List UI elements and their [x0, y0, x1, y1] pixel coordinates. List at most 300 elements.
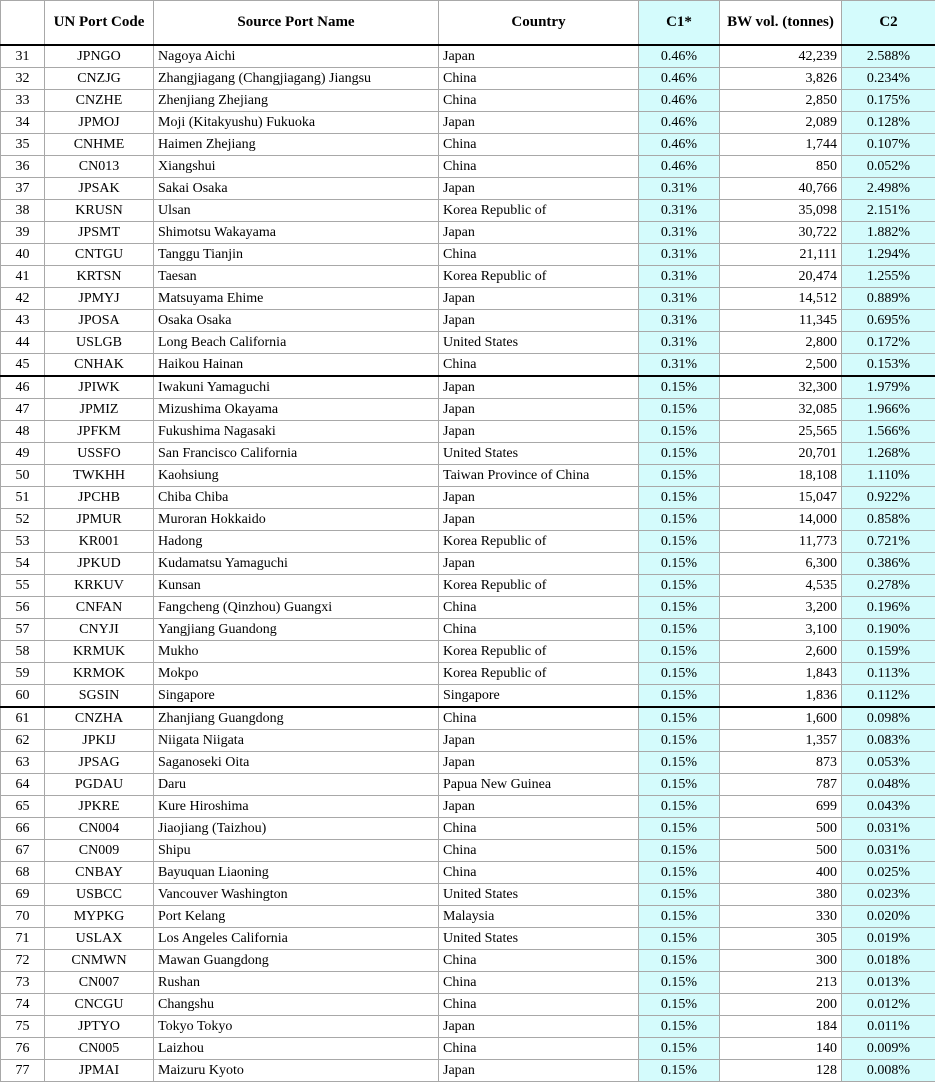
c1-cell: 0.46%: [639, 134, 720, 156]
c1-cell: 0.46%: [639, 45, 720, 68]
c1-cell: 0.15%: [639, 950, 720, 972]
country-cell: China: [439, 619, 639, 641]
un-port-code-cell: JPNGO: [45, 45, 154, 68]
table-body: [1, 45, 935, 1082]
row-number: 63: [1, 752, 45, 774]
un-port-code-cell: JPKIJ: [45, 730, 154, 752]
source-port-name-cell: Mukho: [154, 641, 439, 663]
row-number: 64: [1, 774, 45, 796]
header-row: [1, 1, 935, 46]
bw-volume-cell: 3,100: [720, 619, 842, 641]
source-port-name-cell: Mizushima Okayama: [154, 399, 439, 421]
c2-cell: 0.153%: [842, 354, 935, 377]
row-number: 59: [1, 663, 45, 685]
c1-cell: 0.31%: [639, 288, 720, 310]
c2-cell: 0.190%: [842, 619, 935, 641]
un-port-code-cell: JPMUR: [45, 509, 154, 531]
bw-volume-cell: 11,345: [720, 310, 842, 332]
c1-cell: 0.15%: [639, 1060, 720, 1082]
row-number: 48: [1, 421, 45, 443]
source-port-name-cell: Shimotsu Wakayama: [154, 222, 439, 244]
un-port-code-cell: SGSIN: [45, 685, 154, 708]
c2-cell: 0.922%: [842, 487, 935, 509]
table-row: [1, 840, 935, 862]
row-number: 32: [1, 68, 45, 90]
c1-cell: 0.15%: [639, 509, 720, 531]
row-number: 70: [1, 906, 45, 928]
row-number: 45: [1, 354, 45, 377]
row-number: 56: [1, 597, 45, 619]
bw-volume-cell: 15,047: [720, 487, 842, 509]
country-cell: Singapore: [439, 685, 639, 708]
country-cell: Japan: [439, 1060, 639, 1082]
bw-volume-cell: 140: [720, 1038, 842, 1060]
c1-cell: 0.15%: [639, 928, 720, 950]
row-number: 61: [1, 707, 45, 730]
bw-volume-cell: 40,766: [720, 178, 842, 200]
un-port-code-cell: JPSAG: [45, 752, 154, 774]
un-port-code-cell: JPKUD: [45, 553, 154, 575]
c2-cell: 0.009%: [842, 1038, 935, 1060]
row-number: 47: [1, 399, 45, 421]
header-index: [1, 1, 45, 46]
table-row: [1, 972, 935, 994]
country-cell: Japan: [439, 399, 639, 421]
row-number: 71: [1, 928, 45, 950]
bw-volume-cell: 1,843: [720, 663, 842, 685]
un-port-code-cell: CNMWN: [45, 950, 154, 972]
country-cell: Taiwan Province of China: [439, 465, 639, 487]
table-row: [1, 575, 935, 597]
bw-volume-cell: 2,800: [720, 332, 842, 354]
c1-cell: 0.15%: [639, 796, 720, 818]
c1-cell: 0.15%: [639, 862, 720, 884]
source-port-name-cell: Singapore: [154, 685, 439, 708]
source-port-name-cell: Rushan: [154, 972, 439, 994]
country-cell: China: [439, 994, 639, 1016]
un-port-code-cell: KR001: [45, 531, 154, 553]
c1-cell: 0.31%: [639, 332, 720, 354]
source-port-name-cell: Kunsan: [154, 575, 439, 597]
c1-cell: 0.15%: [639, 641, 720, 663]
row-number: 66: [1, 818, 45, 840]
row-number: 49: [1, 443, 45, 465]
bw-volume-cell: 300: [720, 950, 842, 972]
country-cell: Japan: [439, 487, 639, 509]
bw-volume-cell: 32,300: [720, 376, 842, 399]
table-row: [1, 266, 935, 288]
un-port-code-cell: CNZHE: [45, 90, 154, 112]
c1-cell: 0.15%: [639, 818, 720, 840]
bw-volume-cell: 400: [720, 862, 842, 884]
row-number: 57: [1, 619, 45, 641]
country-cell: Korea Republic of: [439, 575, 639, 597]
un-port-code-cell: CN009: [45, 840, 154, 862]
c1-cell: 0.15%: [639, 575, 720, 597]
c2-cell: 1.268%: [842, 443, 935, 465]
c1-cell: 0.15%: [639, 884, 720, 906]
country-cell: Japan: [439, 730, 639, 752]
un-port-code-cell: CNHME: [45, 134, 154, 156]
c1-cell: 0.15%: [639, 685, 720, 708]
c2-cell: 0.172%: [842, 332, 935, 354]
country-cell: Japan: [439, 752, 639, 774]
c2-cell: 0.023%: [842, 884, 935, 906]
source-port-name-cell: Mawan Guangdong: [154, 950, 439, 972]
bw-volume-cell: 14,512: [720, 288, 842, 310]
c1-cell: 0.15%: [639, 774, 720, 796]
un-port-code-cell: PGDAU: [45, 774, 154, 796]
c2-cell: 1.294%: [842, 244, 935, 266]
source-port-name-cell: Tokyo Tokyo: [154, 1016, 439, 1038]
row-number: 34: [1, 112, 45, 134]
bw-volume-cell: 21,111: [720, 244, 842, 266]
bw-volume-cell: 11,773: [720, 531, 842, 553]
country-cell: China: [439, 156, 639, 178]
row-number: 54: [1, 553, 45, 575]
country-cell: China: [439, 840, 639, 862]
c1-cell: 0.31%: [639, 354, 720, 377]
bw-volume-cell: 380: [720, 884, 842, 906]
source-port-name-cell: Los Angeles California: [154, 928, 439, 950]
un-port-code-cell: JPMAI: [45, 1060, 154, 1082]
table-row: [1, 730, 935, 752]
source-port-name-cell: Matsuyama Ehime: [154, 288, 439, 310]
source-port-name-cell: Iwakuni Yamaguchi: [154, 376, 439, 399]
country-cell: China: [439, 68, 639, 90]
row-number: 35: [1, 134, 45, 156]
source-port-name-cell: Nagoya Aichi: [154, 45, 439, 68]
source-port-name-cell: Sakai Osaka: [154, 178, 439, 200]
source-port-name-cell: Zhenjiang Zhejiang: [154, 90, 439, 112]
source-port-name-cell: Port Kelang: [154, 906, 439, 928]
row-number: 52: [1, 509, 45, 531]
un-port-code-cell: CNBAY: [45, 862, 154, 884]
header-c2: C2: [842, 1, 935, 46]
row-number: 69: [1, 884, 45, 906]
bw-volume-cell: 500: [720, 818, 842, 840]
country-cell: China: [439, 818, 639, 840]
row-number: 50: [1, 465, 45, 487]
c2-cell: 0.889%: [842, 288, 935, 310]
country-cell: Japan: [439, 222, 639, 244]
bw-volume-cell: 20,701: [720, 443, 842, 465]
row-number: 68: [1, 862, 45, 884]
un-port-code-cell: JPMIZ: [45, 399, 154, 421]
row-number: 46: [1, 376, 45, 399]
source-port-name-cell: Tanggu Tianjin: [154, 244, 439, 266]
country-cell: Japan: [439, 796, 639, 818]
source-port-name-cell: Zhangjiagang (Changjiagang) Jiangsu: [154, 68, 439, 90]
row-number: 75: [1, 1016, 45, 1038]
table-row: [1, 928, 935, 950]
country-cell: Papua New Guinea: [439, 774, 639, 796]
c2-cell: 1.566%: [842, 421, 935, 443]
c2-cell: 0.083%: [842, 730, 935, 752]
table-row: [1, 862, 935, 884]
header-bw-volume: BW vol. (tonnes): [720, 1, 842, 46]
c1-cell: 0.15%: [639, 399, 720, 421]
c1-cell: 0.15%: [639, 376, 720, 399]
c2-cell: 0.112%: [842, 685, 935, 708]
row-number: 39: [1, 222, 45, 244]
c2-cell: 0.012%: [842, 994, 935, 1016]
row-number: 67: [1, 840, 45, 862]
source-port-name-cell: Fangcheng (Qinzhou) Guangxi: [154, 597, 439, 619]
table-row: [1, 134, 935, 156]
bw-volume-cell: 305: [720, 928, 842, 950]
table-row: [1, 421, 935, 443]
row-number: 31: [1, 45, 45, 68]
row-number: 44: [1, 332, 45, 354]
table-row: [1, 112, 935, 134]
c1-cell: 0.15%: [639, 752, 720, 774]
table-row: [1, 156, 935, 178]
source-port-name-cell: Vancouver Washington: [154, 884, 439, 906]
source-port-name-cell: Hadong: [154, 531, 439, 553]
c2-cell: 0.159%: [842, 641, 935, 663]
c1-cell: 0.15%: [639, 465, 720, 487]
un-port-code-cell: CNYJI: [45, 619, 154, 641]
table-row: [1, 68, 935, 90]
bw-volume-cell: 2,500: [720, 354, 842, 377]
row-number: 77: [1, 1060, 45, 1082]
country-cell: Japan: [439, 553, 639, 575]
country-cell: Japan: [439, 1016, 639, 1038]
c2-cell: 0.053%: [842, 752, 935, 774]
bw-volume-cell: 213: [720, 972, 842, 994]
table-row: [1, 509, 935, 531]
un-port-code-cell: CN013: [45, 156, 154, 178]
bw-volume-cell: 200: [720, 994, 842, 1016]
table-row: [1, 288, 935, 310]
table-row: [1, 332, 935, 354]
bw-volume-cell: 3,826: [720, 68, 842, 90]
country-cell: Japan: [439, 288, 639, 310]
c2-cell: 0.175%: [842, 90, 935, 112]
table-row: [1, 178, 935, 200]
bw-volume-cell: 6,300: [720, 553, 842, 575]
country-cell: United States: [439, 443, 639, 465]
c2-cell: 1.110%: [842, 465, 935, 487]
country-cell: China: [439, 134, 639, 156]
source-port-name-cell: Taesan: [154, 266, 439, 288]
table-row: [1, 90, 935, 112]
country-cell: Korea Republic of: [439, 531, 639, 553]
source-port-name-cell: Kaohsiung: [154, 465, 439, 487]
c1-cell: 0.15%: [639, 906, 720, 928]
source-port-name-cell: Chiba Chiba: [154, 487, 439, 509]
country-cell: Japan: [439, 45, 639, 68]
c2-cell: 0.011%: [842, 1016, 935, 1038]
bw-volume-cell: 32,085: [720, 399, 842, 421]
c2-cell: 0.721%: [842, 531, 935, 553]
c1-cell: 0.46%: [639, 68, 720, 90]
un-port-code-cell: USLAX: [45, 928, 154, 950]
country-cell: China: [439, 354, 639, 377]
c2-cell: 0.025%: [842, 862, 935, 884]
bw-volume-cell: 2,850: [720, 90, 842, 112]
country-cell: China: [439, 862, 639, 884]
row-number: 62: [1, 730, 45, 752]
table-row: [1, 884, 935, 906]
un-port-code-cell: KRKUV: [45, 575, 154, 597]
bw-volume-cell: 20,474: [720, 266, 842, 288]
table-row: [1, 774, 935, 796]
un-port-code-cell: KRUSN: [45, 200, 154, 222]
c2-cell: 0.020%: [842, 906, 935, 928]
un-port-code-cell: CNTGU: [45, 244, 154, 266]
country-cell: China: [439, 597, 639, 619]
c1-cell: 0.15%: [639, 1038, 720, 1060]
un-port-code-cell: KRTSN: [45, 266, 154, 288]
row-number: 41: [1, 266, 45, 288]
c2-cell: 0.043%: [842, 796, 935, 818]
un-port-code-cell: CNHAK: [45, 354, 154, 377]
c1-cell: 0.46%: [639, 112, 720, 134]
country-cell: United States: [439, 928, 639, 950]
table-row: [1, 465, 935, 487]
row-number: 36: [1, 156, 45, 178]
row-number: 37: [1, 178, 45, 200]
c1-cell: 0.31%: [639, 222, 720, 244]
un-port-code-cell: JPKRE: [45, 796, 154, 818]
bw-volume-cell: 330: [720, 906, 842, 928]
source-port-name-cell: Moji (Kitakyushu) Fukuoka: [154, 112, 439, 134]
table-row: [1, 994, 935, 1016]
source-port-name-cell: Daru: [154, 774, 439, 796]
c2-cell: 0.113%: [842, 663, 935, 685]
c1-cell: 0.15%: [639, 707, 720, 730]
c2-cell: 0.048%: [842, 774, 935, 796]
country-cell: United States: [439, 332, 639, 354]
source-port-name-cell: Haikou Hainan: [154, 354, 439, 377]
un-port-code-cell: JPCHB: [45, 487, 154, 509]
bw-volume-cell: 500: [720, 840, 842, 862]
c2-cell: 2.588%: [842, 45, 935, 68]
table-row: [1, 950, 935, 972]
table-row: [1, 376, 935, 399]
table-row: [1, 399, 935, 421]
row-number: 76: [1, 1038, 45, 1060]
c1-cell: 0.46%: [639, 90, 720, 112]
c1-cell: 0.15%: [639, 421, 720, 443]
bw-volume-cell: 3,200: [720, 597, 842, 619]
un-port-code-cell: KRMUK: [45, 641, 154, 663]
c1-cell: 0.15%: [639, 597, 720, 619]
source-port-name-cell: Laizhou: [154, 1038, 439, 1060]
table-row: [1, 443, 935, 465]
c1-cell: 0.15%: [639, 994, 720, 1016]
country-cell: Japan: [439, 310, 639, 332]
country-cell: Japan: [439, 376, 639, 399]
c2-cell: 0.019%: [842, 928, 935, 950]
row-number: 73: [1, 972, 45, 994]
c1-cell: 0.15%: [639, 840, 720, 862]
c2-cell: 0.031%: [842, 818, 935, 840]
country-cell: China: [439, 950, 639, 972]
bw-volume-cell: 699: [720, 796, 842, 818]
c1-cell: 0.15%: [639, 663, 720, 685]
c2-cell: 0.695%: [842, 310, 935, 332]
row-number: 53: [1, 531, 45, 553]
bw-volume-cell: 787: [720, 774, 842, 796]
table-row: [1, 1016, 935, 1038]
table-row: [1, 597, 935, 619]
un-port-code-cell: JPMYJ: [45, 288, 154, 310]
un-port-code-cell: KRMOK: [45, 663, 154, 685]
c1-cell: 0.15%: [639, 972, 720, 994]
row-number: 43: [1, 310, 45, 332]
table-row: [1, 818, 935, 840]
un-port-code-cell: JPSAK: [45, 178, 154, 200]
table-row: [1, 619, 935, 641]
bw-volume-cell: 42,239: [720, 45, 842, 68]
country-cell: Japan: [439, 421, 639, 443]
source-port-name-cell: Jiaojiang (Taizhou): [154, 818, 439, 840]
un-port-code-cell: USLGB: [45, 332, 154, 354]
source-port-name-cell: Kudamatsu Yamaguchi: [154, 553, 439, 575]
c1-cell: 0.15%: [639, 443, 720, 465]
header-c1: C1*: [639, 1, 720, 46]
un-port-code-cell: CN005: [45, 1038, 154, 1060]
table-row: [1, 796, 935, 818]
bw-volume-cell: 2,600: [720, 641, 842, 663]
c2-cell: 0.128%: [842, 112, 935, 134]
country-cell: Korea Republic of: [439, 266, 639, 288]
c1-cell: 0.15%: [639, 1016, 720, 1038]
un-port-code-cell: CNFAN: [45, 597, 154, 619]
row-number: 72: [1, 950, 45, 972]
source-port-name-cell: Saganoseki Oita: [154, 752, 439, 774]
row-number: 51: [1, 487, 45, 509]
source-port-name-cell: Bayuquan Liaoning: [154, 862, 439, 884]
country-cell: China: [439, 90, 639, 112]
bw-volume-cell: 25,565: [720, 421, 842, 443]
c2-cell: 0.013%: [842, 972, 935, 994]
country-cell: Japan: [439, 112, 639, 134]
source-port-name-cell: Ulsan: [154, 200, 439, 222]
c2-cell: 0.098%: [842, 707, 935, 730]
country-cell: Japan: [439, 509, 639, 531]
c2-cell: 1.966%: [842, 399, 935, 421]
source-port-name-cell: Yangjiang Guandong: [154, 619, 439, 641]
c1-cell: 0.15%: [639, 531, 720, 553]
header-source-port-name: Source Port Name: [154, 1, 439, 46]
country-cell: Korea Republic of: [439, 641, 639, 663]
row-number: 42: [1, 288, 45, 310]
table-row: [1, 354, 935, 377]
table-row: [1, 531, 935, 553]
c2-cell: 0.052%: [842, 156, 935, 178]
bw-volume-cell: 184: [720, 1016, 842, 1038]
table-row: [1, 200, 935, 222]
un-port-code-cell: JPSMT: [45, 222, 154, 244]
source-port-name-cell: Mokpo: [154, 663, 439, 685]
bw-volume-cell: 35,098: [720, 200, 842, 222]
un-port-code-cell: JPMOJ: [45, 112, 154, 134]
bw-volume-cell: 1,836: [720, 685, 842, 708]
c2-cell: 0.196%: [842, 597, 935, 619]
source-port-name-cell: Changshu: [154, 994, 439, 1016]
row-number: 74: [1, 994, 45, 1016]
c2-cell: 1.979%: [842, 376, 935, 399]
un-port-code-cell: CNZJG: [45, 68, 154, 90]
table-row: [1, 45, 935, 68]
source-port-name-cell: Kure Hiroshima: [154, 796, 439, 818]
un-port-code-cell: MYPKG: [45, 906, 154, 928]
c2-cell: 1.255%: [842, 266, 935, 288]
